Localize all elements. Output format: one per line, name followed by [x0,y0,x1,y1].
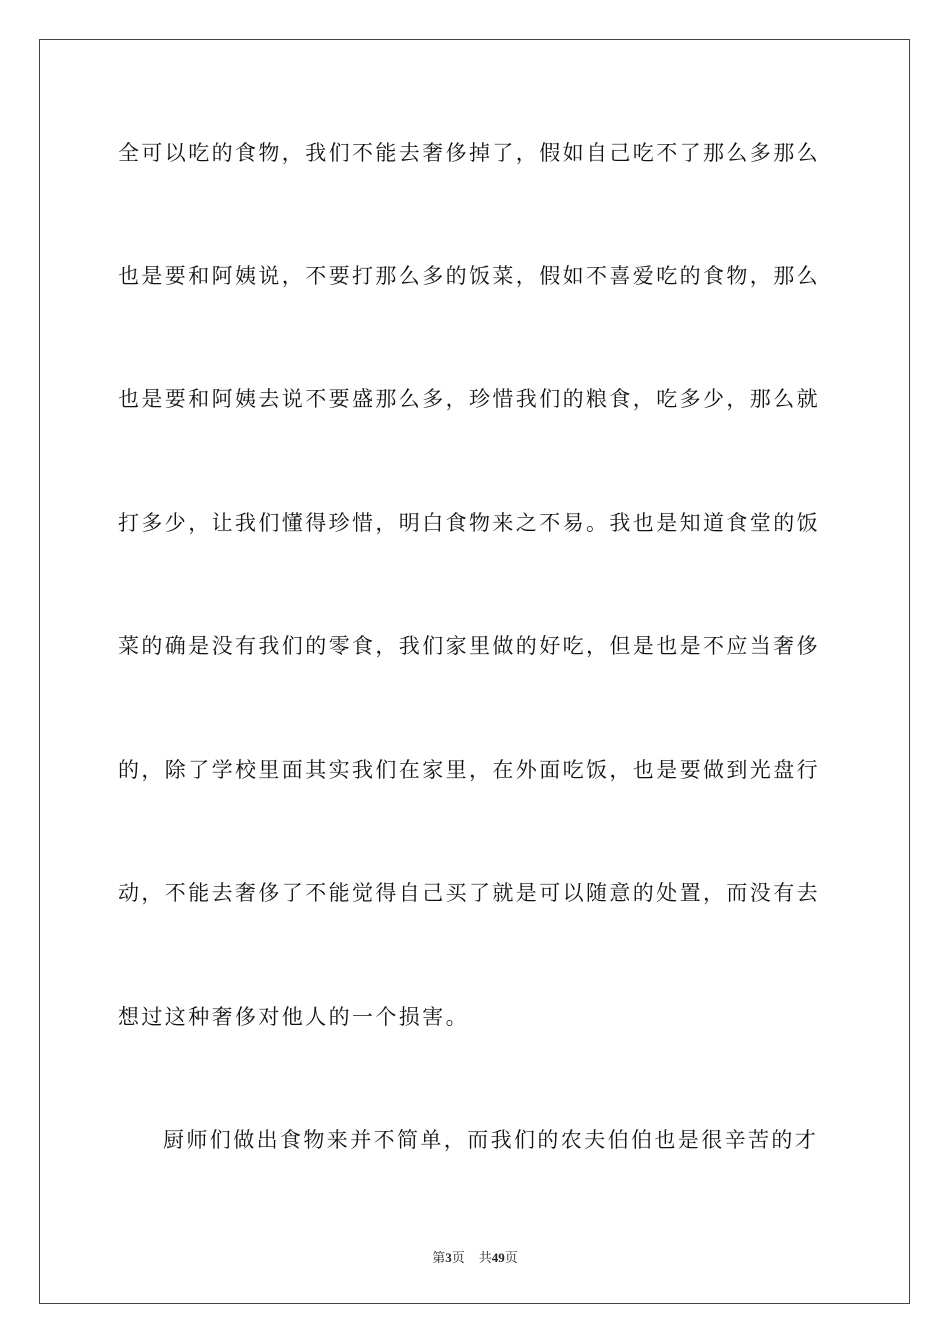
page-number: 3 [445,1250,452,1265]
total-suffix: 页 [504,1251,518,1266]
total-pages: 49 [491,1250,505,1265]
text-line-2: 也是要和阿姨说，不要打那么多的饭菜，假如不喜爱吃的食物，那么 [118,264,820,288]
page-prefix: 第 [432,1251,446,1266]
text-line-4: 打多少，让我们懂得珍惜，明白食物来之不易。我也是知道食堂的饭 [118,511,820,535]
text-line-3: 也是要和阿姨去说不要盛那么多，珍惜我们的粮食，吃多少，那么就 [118,387,820,411]
text-line-6: 的，除了学校里面其实我们在家里，在外面吃饭，也是要做到光盘行 [118,758,820,782]
text-line-1: 全可以吃的食物，我们不能去奢侈掉了，假如自己吃不了那么多那么 [118,141,820,165]
text-line-8: 想过这种奢侈对他人的一个损害。 [118,1005,469,1029]
paragraph-start-line: 厨师们做出食物来并不简单，而我们的农夫伯伯也是很辛苦的才 [163,1128,819,1152]
text-line-5: 菜的确是没有我们的零食，我们家里做的好吃，但是也是不应当奢侈 [118,634,820,658]
page-border [39,39,910,1304]
total-prefix: 共 [478,1251,492,1266]
page-suffix: 页 [451,1251,465,1266]
page-footer [0,1249,950,1268]
text-line-7: 动，不能去奢侈了不能觉得自己买了就是可以随意的处置，而没有去 [118,881,820,905]
